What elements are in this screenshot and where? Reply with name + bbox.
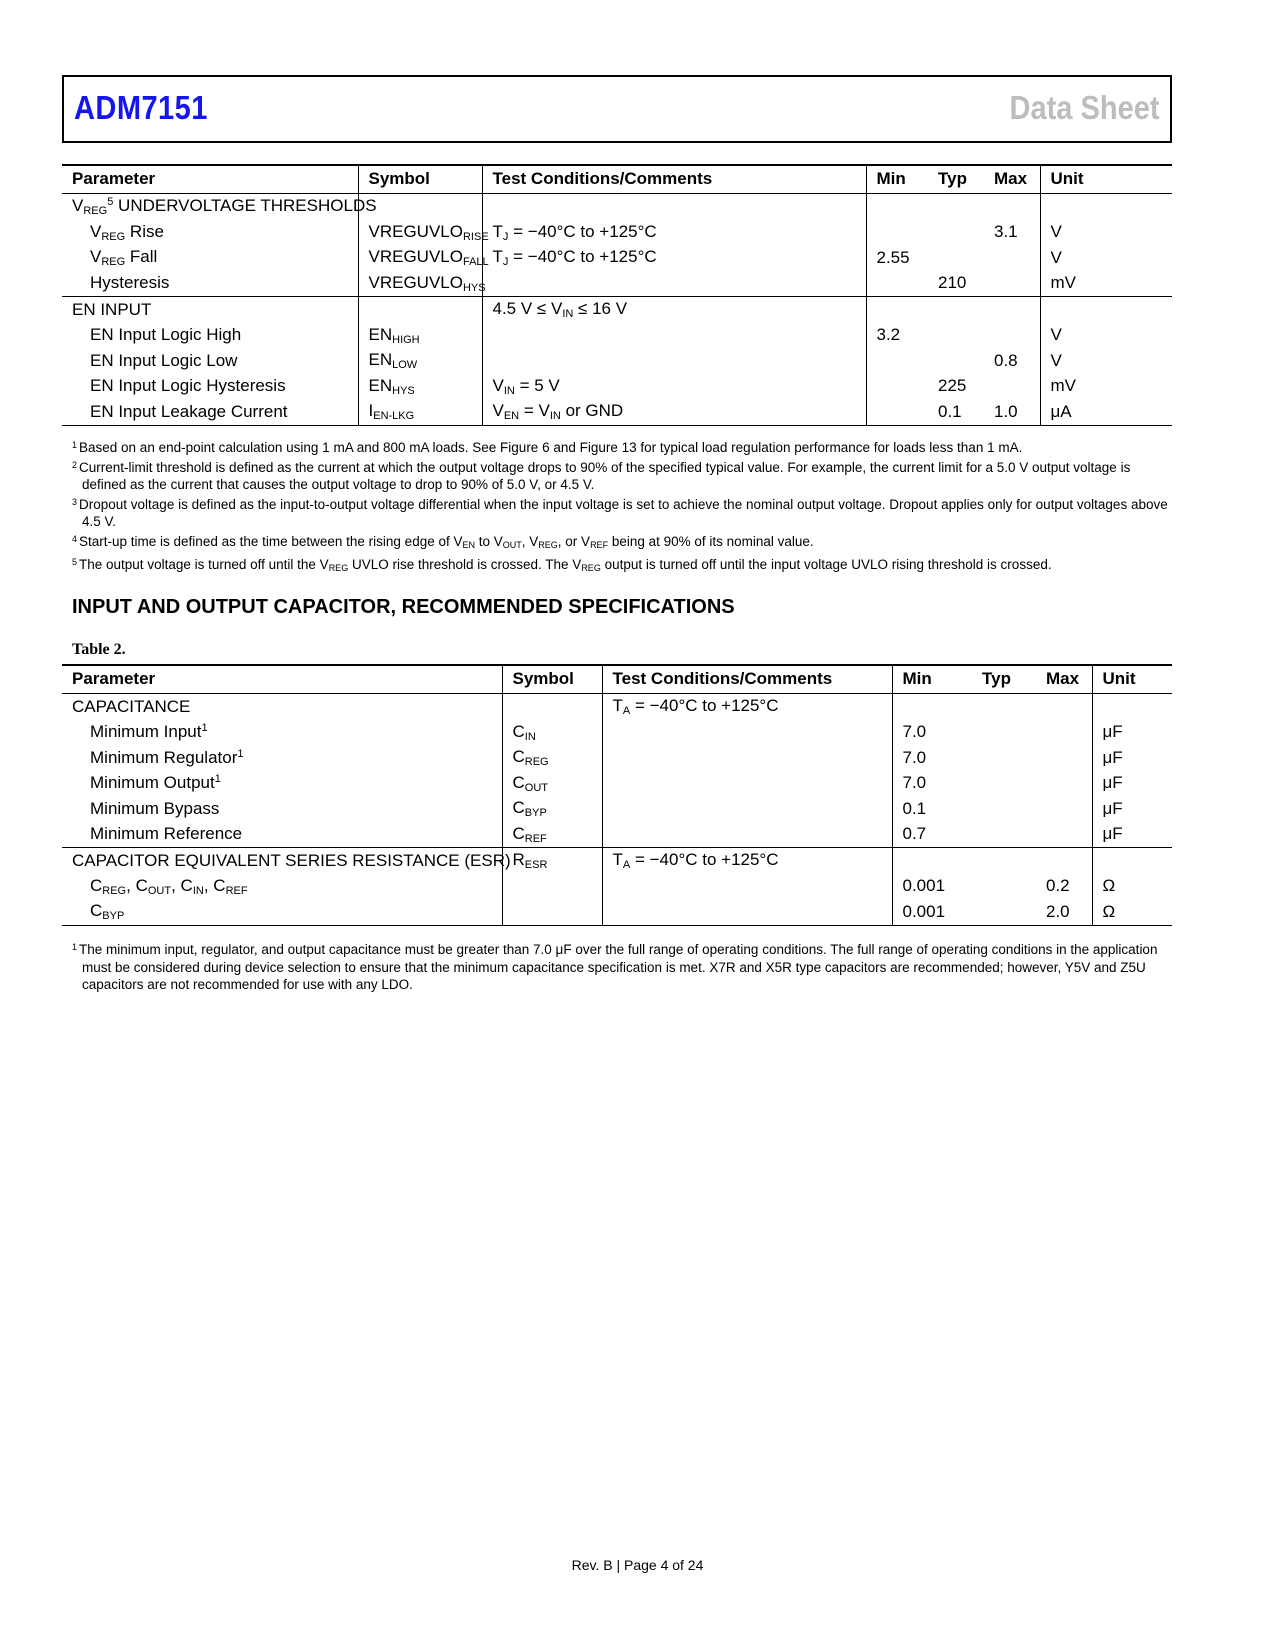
param-cell: $V_{REG}$ Fall: [90, 247, 158, 269]
unit-cell: V: [1040, 323, 1172, 349]
spec-table-1: [62, 164, 1172, 426]
symbol-cell: $C_{BYP}$: [502, 796, 602, 822]
col-parameter: Parameter: [62, 665, 502, 694]
unit-cell: μA: [1040, 399, 1172, 425]
conditions-cell: $T_J = -40^\circ C$ to +125°C: [482, 220, 866, 246]
unit-cell: V: [1040, 245, 1172, 271]
min-cell: 7.0: [892, 745, 972, 771]
min-cell: 0.7: [892, 822, 972, 848]
footnote: $^3$ Dropout voltage is defined as the input-to-output voltage differential when the input voltage is set to achieve the nominal output voltage. Dropout applies only for output voltages above 4.5 V.: [72, 496, 1168, 529]
max-cell: 0.8: [994, 350, 1018, 370]
col-symbol: Symbol: [502, 665, 602, 694]
unit-cell: mV: [1040, 374, 1172, 400]
doc-type-label: Data Sheet: [1009, 89, 1160, 126]
symbol-cell: $C_{REF}$: [502, 822, 602, 848]
typ-cell: 210: [928, 271, 984, 297]
unit-cell: mV: [1040, 271, 1172, 297]
group-heading: $V_{REG}^5$ UNDERVOLTAGE THRESHOLDS: [72, 196, 377, 218]
symbol-cell: $EN_{LOW}$: [358, 348, 482, 374]
table-row: [62, 822, 1172, 848]
col-min: Min: [892, 665, 972, 694]
brand-title: ADM7151: [74, 89, 208, 126]
param-cell: Minimum Regulator$^1$: [90, 747, 244, 767]
table-header-row: [62, 665, 1172, 694]
min-cell: 0.001: [892, 899, 972, 925]
param-cell: Minimum Output$^1$: [90, 773, 221, 793]
min-cell: 0.1: [892, 796, 972, 822]
col-typ: Typ: [928, 165, 984, 194]
unit-cell: μF: [1092, 720, 1172, 746]
symbol-cell: $VREGUVLO_{FALL}$: [358, 245, 482, 271]
unit-cell: V: [1040, 348, 1172, 374]
symbol-cell: $VREGUVLO_{RISE}$: [358, 220, 482, 246]
table-row: [62, 745, 1172, 771]
unit-cell: Ω: [1092, 874, 1172, 900]
max-cell: 0.2: [1046, 876, 1070, 896]
symbol-cell: $C_{OUT}$: [502, 771, 602, 797]
col-conditions: Test Conditions/Comments: [482, 165, 866, 194]
section-title: INPUT AND OUTPUT CAPACITOR, RECOMMENDED SPECIFICATIONS: [72, 596, 735, 618]
symbol-cell: $EN_{HIGH}$: [358, 323, 482, 349]
symbol-cell: $C_{IN}$: [502, 720, 602, 746]
param-cell: $V_{REG}$ Rise: [90, 221, 164, 243]
symbol-cell: $VREGUVLO_{HYS}$: [358, 271, 482, 297]
table-header-row: [62, 165, 1172, 194]
conditions-cell: $T_A = -40^\circ C$ to +125°C: [602, 848, 892, 874]
min-cell: 7.0: [892, 720, 972, 746]
max-cell: 1.0: [984, 399, 1040, 425]
table-row: [62, 194, 1172, 220]
group-heading: CAPACITANCE: [72, 696, 191, 716]
table-row: [62, 323, 1172, 349]
max-cell: 3.1: [994, 222, 1018, 242]
col-max: Max: [1036, 665, 1092, 694]
param-cell: $C_{REG}$, $C_{OUT}$, $C_{IN}$, $C_{REF}$: [90, 875, 248, 897]
symbol-cell: $R_{ESR}$: [502, 848, 602, 874]
page-footer: Rev. B | Page 4 of 24: [571, 1557, 704, 1573]
page-header: [62, 75, 1172, 143]
footnote: $^1$ Based on an end-point calculation using 1 mA and 800 mA loads. See Figure 6 and Figure 13 for typical load regulation performance for loads less than 1 mA.: [72, 440, 1023, 455]
param-cell: EN Input Leakage Current: [62, 399, 358, 425]
table-row: [62, 720, 1172, 746]
min-cell: 2.55: [866, 245, 928, 271]
conditions-cell: $V_{IN} = 5$ V: [482, 374, 866, 400]
typ-cell: 225: [938, 376, 967, 396]
table-row: [62, 848, 1172, 874]
table-row: [62, 874, 1172, 900]
table-row: [62, 796, 1172, 822]
table-row: [62, 771, 1172, 797]
col-symbol: Symbol: [358, 165, 482, 194]
table-row: [62, 374, 1172, 400]
conditions-cell: $T_J = -40^\circ C$ to +125°C: [482, 245, 866, 271]
unit-cell: μF: [1092, 745, 1172, 771]
spec-table-2: [62, 664, 1172, 926]
table-row: [62, 399, 1172, 425]
unit-cell: V: [1040, 220, 1172, 246]
group-heading: CAPACITOR EQUIVALENT SERIES RESISTANCE (ESR): [72, 850, 511, 870]
param-cell: Minimum Reference: [62, 822, 502, 848]
unit-cell: Ω: [1092, 899, 1172, 925]
col-typ: Typ: [972, 665, 1036, 694]
param-cell: Minimum Bypass: [90, 798, 220, 818]
conditions-cell: $V_{EN} = V_{IN}$ or GND: [482, 399, 866, 425]
table-row: [62, 694, 1172, 720]
table-row: [62, 297, 1172, 323]
table-row: [62, 220, 1172, 246]
min-cell: 7.0: [892, 771, 972, 797]
min-cell: 0.001: [892, 874, 972, 900]
table1-footnotes: [72, 437, 1172, 578]
col-unit: Unit: [1040, 165, 1172, 194]
col-min: Min: [866, 165, 928, 194]
param-cell: EN Input Logic Hysteresis: [90, 376, 286, 396]
table-row: [62, 271, 1172, 297]
param-cell: EN Input Logic Low: [90, 350, 238, 370]
col-parameter: Parameter: [62, 165, 358, 194]
footnote: $^1$ The minimum input, regulator, and output capacitance must be greater than 7.0 μF over the full range of operating conditions. The full range of operating conditions in the application must be considered during device selection to ensure that the minimum capacitance specification is met. X7R and X5R type capacitors are recommended; however, Y5V and Z5U capacitors are not recommended for use with any LDO.: [72, 942, 1158, 992]
unit-cell: μF: [1092, 822, 1172, 848]
symbol-cell: $C_{REG}$: [502, 745, 602, 771]
group-heading: EN INPUT: [72, 299, 152, 319]
symbol-cell: $EN_{HYS}$: [358, 374, 482, 400]
param-cell: $C_{BYP}$: [62, 899, 502, 925]
conditions-cell: $T_A = -40^\circ C$ to +125°C: [602, 694, 892, 720]
table-caption: Table 2.: [72, 641, 126, 658]
table-row: [62, 245, 1172, 271]
typ-cell: 0.1: [928, 399, 984, 425]
col-unit: Unit: [1092, 665, 1172, 694]
param-cell: Hysteresis: [62, 271, 358, 297]
footnote: $^5$ The output voltage is turned off until the $V_{REG}$ UVLO rise threshold is crossed. The $V_{REG}$ output is turned off until the input voltage UVLO rising threshold is crossed.: [72, 557, 1052, 573]
unit-cell: μF: [1092, 771, 1172, 797]
symbol-cell: $I_{EN-LKG}$: [358, 399, 482, 425]
param-cell: EN Input Logic High: [90, 325, 242, 345]
table-row: [62, 899, 1172, 925]
col-max: Max: [984, 165, 1040, 194]
unit-cell: μF: [1092, 796, 1172, 822]
max-cell: 2.0: [1036, 899, 1092, 925]
table2-footnotes: [72, 939, 1172, 994]
footnote: $^2$ Current-limit threshold is defined as the current at which the output voltage drops to 90% of the specified typical value. For example, the current limit for a 5.0 V output voltage is defined as the current that causes the output voltage to drop to 90% of 5.0 V, or 4.5 V.: [72, 459, 1131, 492]
footnote: $^4$ Start-up time is defined as the time between the rising edge of $V_{EN}$ to $V_{OUT}$, $V_{REG}$, or $V_{REF}$ being at 90% of its nominal value.: [72, 533, 814, 550]
min-cell: 3.2: [866, 323, 928, 349]
conditions-cell: 4.5 $V \le V_{IN} \le 16$ V: [482, 297, 866, 323]
param-cell: Minimum Input$^1$: [90, 722, 208, 742]
col-conditions: Test Conditions/Comments: [602, 665, 892, 694]
table-row: [62, 348, 1172, 374]
